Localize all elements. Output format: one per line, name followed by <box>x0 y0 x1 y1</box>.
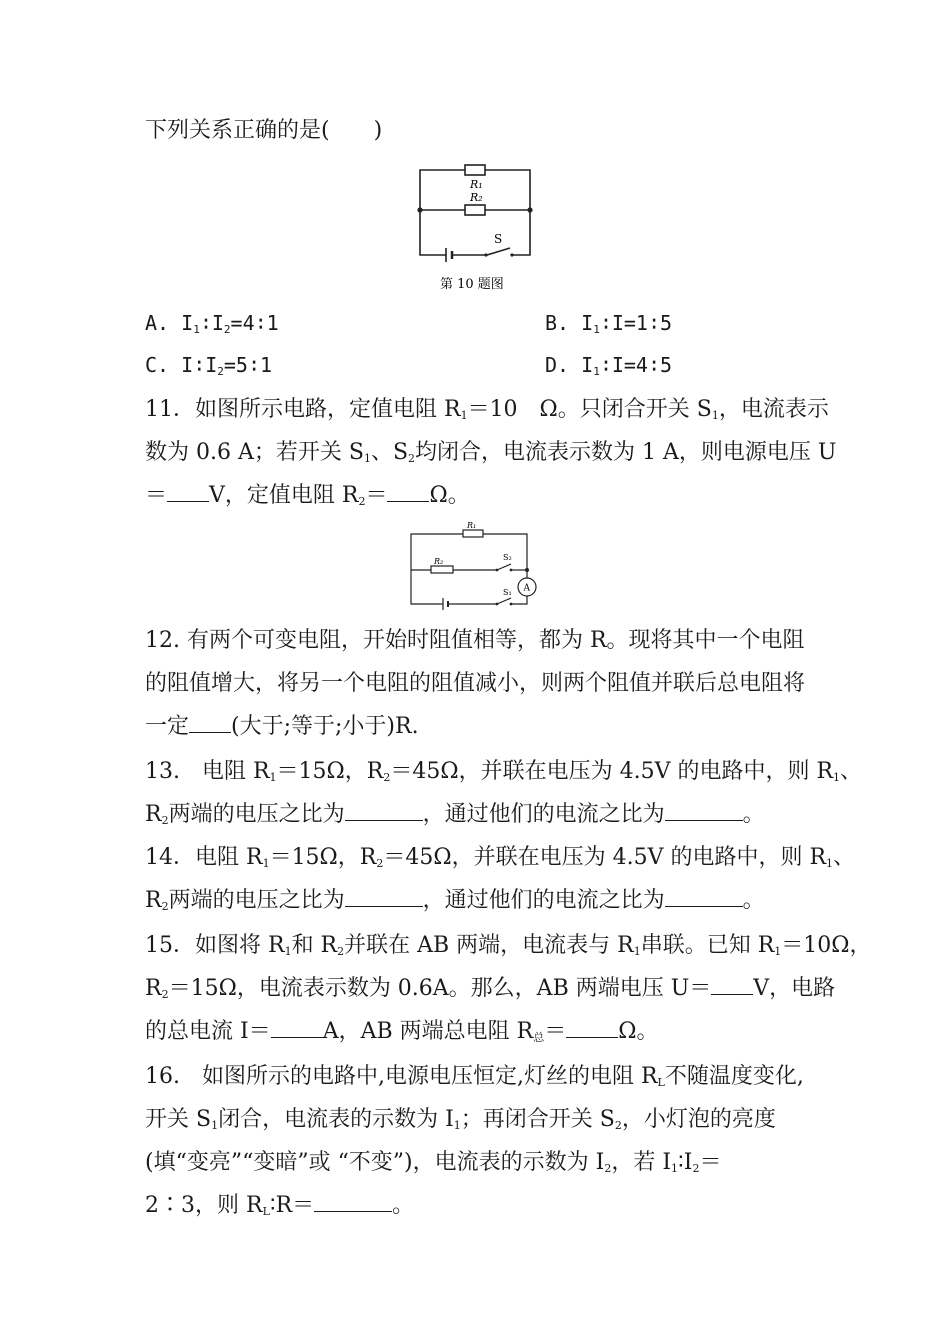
q12-line-3: 一定 (大于;等于;小于)R. <box>145 714 419 739</box>
answer-blank-q12[interactable] <box>189 712 231 733</box>
q11-circuit-figure <box>405 518 545 610</box>
q16-line-1: 16. 如图所示的电路中,电源电压恒定,灯丝的电阻 $R_L$不随温度变化, <box>145 1064 804 1089</box>
answer-blank-q13-current-ratio[interactable] <box>665 800 743 821</box>
q13-line-1: 13. 电阻 $R_1=15\Omega$，$R_2=45\Omega$，并联在电压为 4.5V 的电路中，则 $R_1$、 <box>145 759 863 784</box>
q12-line-1: 12. 有两个可变电阻，开始时阻值相等，都为 R。现将其中一个电阻 <box>145 628 805 653</box>
fig10-caption: 第 10 题图 <box>440 277 504 292</box>
q11-line-2: 数为 0.6 A；若开关 $S_1$、$S_2$均闭合，电流表示数为 1 A，则电源电压 U <box>145 440 837 465</box>
switch-s1 <box>497 598 511 604</box>
label-r2: R₂ <box>434 557 444 566</box>
label-r2: R₂ <box>470 191 483 204</box>
answer-blank-q15-resistance[interactable] <box>566 1017 618 1038</box>
switch-s2 <box>497 564 511 570</box>
answer-blank-q14-voltage-ratio[interactable] <box>345 886 423 907</box>
answer-blank-q14-current-ratio[interactable] <box>665 886 743 907</box>
q16-line-4: 2∶3，则 $R_L∶R=$ 。 <box>145 1193 415 1218</box>
label-s2: S₂ <box>503 553 512 562</box>
answer-blank-q15-current[interactable] <box>271 1017 323 1038</box>
q16-line-3: (填“变亮”“变暗”或 “不变”)，电流表的示数为 $I_2$，若 $I_1∶I_2=$ <box>145 1150 722 1175</box>
q15-line-2: $R_2=15\Omega$，电流表示数为 0.6A。那么，AB 两端电压 U＝ V，电路 <box>145 976 836 1001</box>
resistor-r1 <box>465 165 485 175</box>
q11-line-1: 11．如图所示电路，定值电阻 $R_1=10$ Ω。只闭合开关 $S_1$，电流表示 <box>145 397 829 422</box>
option-c[interactable]: C. $I∶I_2=5∶1$ <box>145 353 273 378</box>
q14-line-2: $R_2$两端的电压之比为 ，通过他们的电流之比为 。 <box>145 888 765 913</box>
option-b[interactable]: B. $I_1∶I=1∶5$ <box>545 311 673 336</box>
label-r1: R₁ <box>467 521 477 530</box>
q13-line-2: $R_2$两端的电压之比为 ，通过他们的电流之比为 。 <box>145 802 765 827</box>
q15-line-1: 15．如图将 $R_1$和 $R_2$并联在 AB 两端，电流表与 $R_1$串联。已知 $R_1=10\Omega$， <box>145 933 872 958</box>
resistor-r2 <box>431 566 453 573</box>
label-r1: R₁ <box>470 178 483 191</box>
switch-s <box>487 248 510 255</box>
option-d[interactable]: D. $I_1∶I=4∶5$ <box>545 353 673 378</box>
resistor-r2 <box>465 205 485 215</box>
q16-line-2: 开关 $S_1$闭合，电流表的示数为 $I_1$；再闭合开关 $S_2$，小灯泡的亮度 <box>145 1107 776 1132</box>
option-a[interactable]: A. $I_1∶I_2=4∶1$ <box>145 311 279 336</box>
q12-line-2: 的阻值增大，将另一个电阻的阻值减小，则两个阻值并联后总电阻将 <box>145 671 806 696</box>
answer-blank-r2[interactable] <box>387 481 429 502</box>
answer-blank-voltage[interactable] <box>167 481 209 502</box>
label-ammeter: A <box>523 583 530 594</box>
q11-line-3: ＝ V，定值电阻 $R_2= \Omega$。 <box>145 483 470 508</box>
answer-blank-q13-voltage-ratio[interactable] <box>345 800 423 821</box>
answer-blank-q15-voltage[interactable] <box>711 974 753 995</box>
q15-line-3: 的总电流 I＝ A，AB 两端总电阻 $R_总= \Omega$。 <box>145 1019 659 1044</box>
q14-line-1: 14．电阻 $R_1=15\Omega$，$R_2=45\Omega$，并联在电压为 4.5V 的电路中，则 $R_1$、 <box>145 845 856 870</box>
label-s1: S₁ <box>503 588 512 597</box>
q10-circuit-figure <box>410 160 540 295</box>
answer-blank-q16-ratio[interactable] <box>314 1191 392 1212</box>
label-s: S <box>494 232 503 246</box>
resistor-r1 <box>463 530 483 537</box>
q10-stem: 下列关系正确的是( ) <box>145 118 383 143</box>
